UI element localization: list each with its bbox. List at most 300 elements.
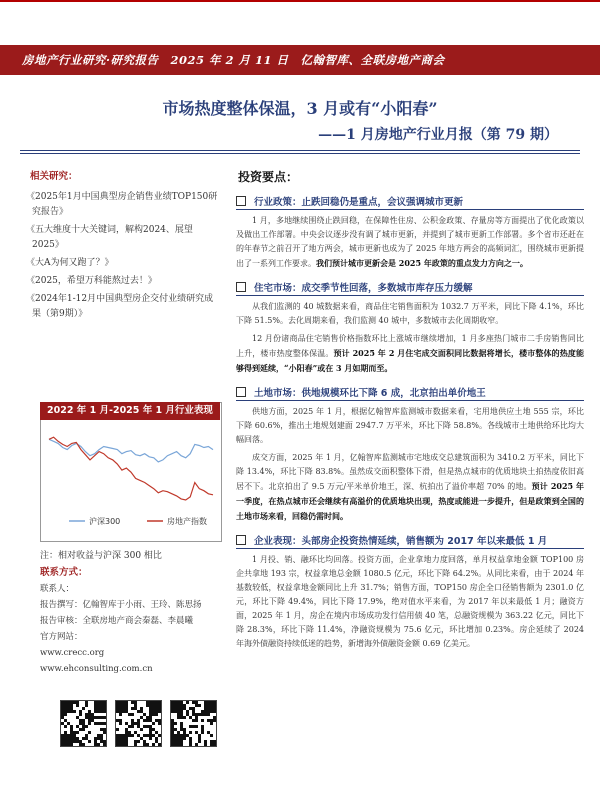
qr-module	[76, 704, 79, 707]
paragraph	[236, 405, 584, 447]
qr-module	[103, 704, 106, 707]
qr-module	[125, 740, 128, 743]
qr-module	[171, 734, 174, 737]
contact-line: 报告撰写：亿翰智库于小雨、王玲、陈思扬	[40, 600, 202, 610]
qr-module	[91, 716, 94, 719]
key-points-heading: 投资要点：	[238, 170, 299, 184]
qr-module	[177, 743, 180, 746]
qr-module	[70, 734, 73, 737]
qr-module	[128, 713, 131, 716]
section	[236, 532, 584, 651]
qr-module	[122, 701, 125, 704]
qr-module	[201, 731, 204, 734]
qr-module	[134, 731, 137, 734]
qr-module	[207, 710, 210, 713]
report-title: 市场热度整体保温，3 月或有“小阳春”	[162, 99, 438, 118]
section	[236, 279, 584, 376]
qr-module	[158, 719, 161, 722]
qr-module	[103, 701, 106, 704]
qr-module	[100, 722, 103, 725]
qr-module	[210, 740, 213, 743]
qr-module	[155, 701, 158, 704]
qr-module	[183, 716, 186, 719]
qr-module	[155, 713, 158, 716]
qr-module	[70, 710, 73, 713]
qr-module	[210, 719, 213, 722]
qr-module	[207, 701, 210, 704]
qr-module	[67, 743, 70, 746]
qr-module	[100, 704, 103, 707]
qr-module	[97, 710, 100, 713]
qr-module	[116, 719, 119, 722]
qr-module	[116, 707, 119, 710]
qr-module	[88, 722, 91, 725]
contact-line: 联系人：	[40, 584, 75, 594]
qr-module	[180, 734, 183, 737]
qr-code-icon	[60, 700, 107, 747]
paragraph-text: 成交方面，2025 年 1 月，亿翰智库监测城市宅地成交总建筑面积为 3410.2 万平米，同比下降 13.4%，环比下降 83.8%。虽然成交面积整体下滑，但是热点城市的优质地块土拍热度依旧高居不下。北京拍出了 9.5 万元/平米单价地王，深、杭拍出了溢价率超 70% 的地。	[236, 453, 584, 491]
qr-module	[180, 701, 183, 704]
qr-module	[158, 734, 161, 737]
qr-module	[116, 740, 119, 743]
qr-module	[143, 719, 146, 722]
qr-module	[207, 713, 210, 716]
contact-line: 报告审核：全联房地产商会秦磊、李晨曦	[40, 616, 194, 626]
qr-module	[207, 707, 210, 710]
qr-module	[146, 719, 149, 722]
qr-module	[155, 707, 158, 710]
qr-module	[207, 719, 210, 722]
section-header	[236, 193, 584, 210]
qr-module	[180, 710, 183, 713]
qr-module	[67, 704, 70, 707]
qr-module	[79, 713, 82, 716]
qr-module	[119, 713, 122, 716]
qr-module	[97, 722, 100, 725]
qr-module	[189, 743, 192, 746]
qr-module	[137, 725, 140, 728]
related-item[interactable]: 《2025年1月中国典型房企销售业绩TOP150研究报告》	[26, 192, 218, 217]
qr-module	[171, 725, 174, 728]
paragraph-emphasis: 预计 2025 年 2 月住宅成交面积同比数据将增长，楼市整体的热度能够得到延续，“小阳春”或在 3 月如期而至。	[236, 348, 584, 373]
qr-module	[131, 725, 134, 728]
qr-module	[195, 743, 198, 746]
qr-module	[155, 710, 158, 713]
qr-module	[125, 704, 128, 707]
qr-module	[192, 719, 195, 722]
qr-module	[131, 722, 134, 725]
paragraph	[236, 451, 584, 524]
qr-pattern	[171, 701, 216, 746]
qr-module	[103, 710, 106, 713]
qr-module	[64, 707, 67, 710]
contact-title: 联系方式：	[40, 567, 88, 578]
qr-module	[207, 731, 210, 734]
qr-module	[119, 710, 122, 713]
chart-note: 注：相对收益与沪深 300 相比	[40, 551, 162, 561]
qr-module	[61, 716, 64, 719]
qr-module	[174, 701, 177, 704]
qr-module	[82, 725, 85, 728]
qr-module	[177, 737, 180, 740]
qr-module	[100, 737, 103, 740]
qr-module	[119, 701, 122, 704]
qr-module	[171, 704, 174, 707]
qr-code-icon	[115, 700, 162, 747]
qr-module	[180, 722, 183, 725]
qr-module	[94, 740, 97, 743]
qr-module	[91, 719, 94, 722]
qr-module	[186, 734, 189, 737]
section-title: 行业政策：止跌回稳仍是重点，会议强调城市更新	[254, 197, 464, 208]
qr-module	[94, 704, 97, 707]
qr-module	[177, 716, 180, 719]
qr-module	[177, 740, 180, 743]
paragraph-text: 供地方面，2025 年 1 月，根据亿翰智库监测城市数据来看，宅用地供应土地 555 宗，环比下降 60.6%，推出土地规划建面 2947.7 万平米，环比下降 58.8%。各线城市土地供给环比均大幅回落。	[236, 407, 584, 444]
qr-module	[143, 740, 146, 743]
qr-module	[140, 737, 143, 740]
qr-module	[186, 710, 189, 713]
qr-module	[183, 734, 186, 737]
qr-module	[73, 701, 76, 704]
qr-module	[79, 722, 82, 725]
qr-module	[61, 740, 64, 743]
paragraph	[236, 300, 584, 328]
qr-module	[174, 740, 177, 743]
qr-module	[122, 704, 125, 707]
paragraph-text: 1 月，多地继续围绕止跌回稳，在保障性住房、公积金政策、存量房等方面提出了优化政策以及做出工作部署。中央会议逐步没有调了城市更新，并提到了城市更新工作部署。多个省市还赶在的年春节之前召开了地方两会，城市更新也成为了 2025 年地方两会的高频词汇，围绕城市更新提出了一系列工作要求。	[236, 216, 584, 268]
qr-module	[210, 734, 213, 737]
qr-module	[85, 716, 88, 719]
qr-module	[125, 701, 128, 704]
qr-module	[94, 737, 97, 740]
qr-module	[97, 701, 100, 704]
qr-module	[131, 701, 134, 704]
qr-module	[213, 704, 216, 707]
qr-module	[207, 704, 210, 707]
qr-module	[73, 710, 76, 713]
qr-module	[204, 710, 207, 713]
qr-module	[189, 740, 192, 743]
qr-module	[122, 737, 125, 740]
qr-module	[103, 731, 106, 734]
qr-module	[64, 713, 67, 716]
qr-module	[79, 719, 82, 722]
qr-module	[201, 719, 204, 722]
qr-module	[180, 716, 183, 719]
paragraph-text: 从我们监测的 40 城数据来看，商品住宅销售面积为 1032.7 万平米，同比下降 4.1%，环比下降 51.5%。去化周期来看，我们监测 40 城中，多数城市去化周期收窄。	[236, 302, 584, 325]
qr-module	[137, 722, 140, 725]
qr-module	[100, 734, 103, 737]
qr-module	[82, 719, 85, 722]
paragraph	[236, 553, 584, 651]
qr-module	[210, 707, 213, 710]
qr-module	[149, 734, 152, 737]
qr-module	[213, 719, 216, 722]
qr-module	[149, 716, 152, 719]
qr-module	[180, 704, 183, 707]
qr-codes	[60, 700, 220, 760]
industry-chart	[40, 402, 222, 542]
related-research-title: 相关研究：	[30, 171, 78, 182]
qr-module	[94, 743, 97, 746]
qr-module	[61, 743, 64, 746]
qr-module	[171, 728, 174, 731]
qr-module	[152, 743, 155, 746]
top-rule	[0, 0, 600, 2]
qr-module	[70, 704, 73, 707]
legend-label: 房地产指数	[167, 517, 207, 526]
qr-module	[171, 710, 174, 713]
qr-module	[70, 737, 73, 740]
qr-module	[180, 713, 183, 716]
qr-module	[213, 710, 216, 713]
qr-module	[177, 704, 180, 707]
qr-module	[116, 710, 119, 713]
qr-module	[128, 731, 131, 734]
qr-module	[146, 743, 149, 746]
qr-module	[155, 704, 158, 707]
qr-module	[122, 710, 125, 713]
qr-module	[82, 737, 85, 740]
qr-module	[88, 740, 91, 743]
qr-module	[97, 743, 100, 746]
qr-module	[125, 734, 128, 737]
qr-module	[125, 707, 128, 710]
qr-module	[119, 743, 122, 746]
qr-module	[119, 722, 122, 725]
qr-module	[210, 704, 213, 707]
website-link[interactable]: www.crecc.org	[40, 648, 105, 658]
qr-module	[70, 701, 73, 704]
related-item[interactable]: 《五大维度十大关键词，解构2024、展望2025》	[26, 225, 193, 250]
qr-module	[116, 737, 119, 740]
qr-module	[213, 701, 216, 704]
qr-module	[192, 701, 195, 704]
qr-module	[94, 722, 97, 725]
qr-module	[131, 707, 134, 710]
qr-module	[79, 743, 82, 746]
qr-module	[64, 737, 67, 740]
qr-module	[79, 728, 82, 731]
qr-module	[140, 707, 143, 710]
qr-module	[73, 740, 76, 743]
qr-module	[125, 737, 128, 740]
qr-module	[149, 731, 152, 734]
qr-module	[177, 734, 180, 737]
qr-module	[198, 704, 201, 707]
qr-module	[70, 740, 73, 743]
qr-module	[61, 710, 64, 713]
qr-module	[201, 728, 204, 731]
qr-module	[155, 731, 158, 734]
qr-module	[189, 725, 192, 728]
series-line	[49, 437, 213, 500]
qr-module	[213, 716, 216, 719]
qr-module	[79, 740, 82, 743]
qr-module	[171, 722, 174, 725]
qr-module	[171, 731, 174, 734]
qr-module	[97, 716, 100, 719]
qr-module	[67, 710, 70, 713]
qr-module	[158, 701, 161, 704]
qr-module	[152, 710, 155, 713]
qr-module	[146, 734, 149, 737]
qr-module	[61, 734, 64, 737]
qr-module	[177, 713, 180, 716]
qr-module	[91, 713, 94, 716]
qr-module	[158, 743, 161, 746]
qr-module	[192, 710, 195, 713]
qr-module	[192, 713, 195, 716]
qr-module	[125, 722, 128, 725]
qr-module	[174, 743, 177, 746]
qr-module	[143, 725, 146, 728]
qr-module	[195, 725, 198, 728]
qr-module	[64, 701, 67, 704]
sidebar	[20, 168, 220, 325]
qr-module	[73, 731, 76, 734]
qr-module	[146, 716, 149, 719]
sections-container	[236, 193, 584, 651]
qr-module	[155, 719, 158, 722]
qr-module	[119, 734, 122, 737]
qr-module	[67, 701, 70, 704]
checkbox-square-icon	[236, 196, 246, 206]
qr-module	[213, 743, 216, 746]
qr-module	[64, 743, 67, 746]
qr-module	[82, 743, 85, 746]
qr-module	[201, 713, 204, 716]
qr-module	[88, 719, 91, 722]
qr-module	[70, 728, 73, 731]
qr-module	[201, 725, 204, 728]
qr-module	[67, 737, 70, 740]
qr-module	[204, 704, 207, 707]
related-item[interactable]: 《2025，希望万科能熬过去！》	[26, 276, 157, 286]
qr-module	[88, 716, 91, 719]
qr-module	[125, 743, 128, 746]
website-link[interactable]: www.ehconsulting.com.cn	[40, 664, 153, 674]
qr-module	[152, 728, 155, 731]
qr-module	[195, 716, 198, 719]
qr-module	[192, 707, 195, 710]
qr-module	[158, 707, 161, 710]
qr-module	[155, 737, 158, 740]
section-title: 住宅市场：成交季节性回落，多数城市库存压力缓解	[254, 283, 473, 294]
qr-module	[79, 710, 82, 713]
section-title: 土地市场：供地规模环比下降 6 成，北京拍出单价地王	[254, 388, 486, 399]
qr-module	[152, 722, 155, 725]
qr-module	[100, 740, 103, 743]
paragraph	[236, 214, 584, 271]
qr-module	[171, 737, 174, 740]
qr-module	[186, 701, 189, 704]
qr-module	[103, 743, 106, 746]
chart-svg	[41, 403, 221, 541]
qr-module	[180, 740, 183, 743]
qr-module	[125, 731, 128, 734]
qr-module	[198, 713, 201, 716]
qr-module	[103, 728, 106, 731]
qr-module	[174, 722, 177, 725]
qr-module	[195, 713, 198, 716]
qr-module	[180, 743, 183, 746]
qr-module	[100, 716, 103, 719]
qr-module	[152, 713, 155, 716]
qr-module	[128, 725, 131, 728]
qr-module	[152, 707, 155, 710]
qr-module	[134, 707, 137, 710]
related-item[interactable]: 《大A为何又跑了？》	[26, 258, 114, 268]
qr-module	[143, 734, 146, 737]
qr-module	[149, 719, 152, 722]
qr-module	[85, 713, 88, 716]
qr-module	[198, 737, 201, 740]
qr-module	[125, 710, 128, 713]
qr-module	[183, 704, 186, 707]
qr-module	[183, 707, 186, 710]
qr-module	[73, 734, 76, 737]
qr-module	[76, 737, 79, 740]
qr-module	[85, 734, 88, 737]
qr-module	[116, 743, 119, 746]
qr-module	[189, 716, 192, 719]
qr-module	[61, 701, 64, 704]
qr-module	[149, 725, 152, 728]
qr-module	[116, 704, 119, 707]
paragraph-emphasis: 预计 2025 年一季度，在热点城市还会继续有高溢价的优质地块出现，热度或能进一步提升，但是政策到全国的土地市场来看，回稳仍需时间。	[236, 481, 584, 521]
qr-module	[149, 728, 152, 731]
qr-module	[131, 734, 134, 737]
qr-module	[122, 707, 125, 710]
qr-module	[171, 740, 174, 743]
qr-module	[76, 731, 79, 734]
qr-module	[134, 701, 137, 704]
qr-module	[183, 731, 186, 734]
checkbox-square-icon	[236, 387, 246, 397]
qr-module	[70, 725, 73, 728]
qr-module	[146, 704, 149, 707]
section-header	[236, 279, 584, 296]
qr-module	[73, 737, 76, 740]
qr-module	[128, 734, 131, 737]
qr-module	[76, 701, 79, 704]
qr-module	[67, 734, 70, 737]
qr-module	[70, 731, 73, 734]
qr-module	[183, 728, 186, 731]
qr-module	[155, 740, 158, 743]
qr-module	[177, 710, 180, 713]
qr-module	[143, 713, 146, 716]
qr-module	[64, 734, 67, 737]
qr-module	[158, 722, 161, 725]
qr-module	[210, 701, 213, 704]
qr-module	[85, 701, 88, 704]
qr-module	[189, 737, 192, 740]
qr-module	[213, 707, 216, 710]
qr-module	[149, 704, 152, 707]
qr-module	[122, 743, 125, 746]
qr-module	[192, 725, 195, 728]
qr-module	[195, 719, 198, 722]
qr-module	[82, 707, 85, 710]
qr-module	[64, 740, 67, 743]
section	[236, 193, 584, 271]
qr-module	[64, 710, 67, 713]
qr-module	[61, 737, 64, 740]
related-item[interactable]: 《2024年1-12月中国典型房企交付业绩研究成果（第9期）》	[26, 294, 214, 319]
